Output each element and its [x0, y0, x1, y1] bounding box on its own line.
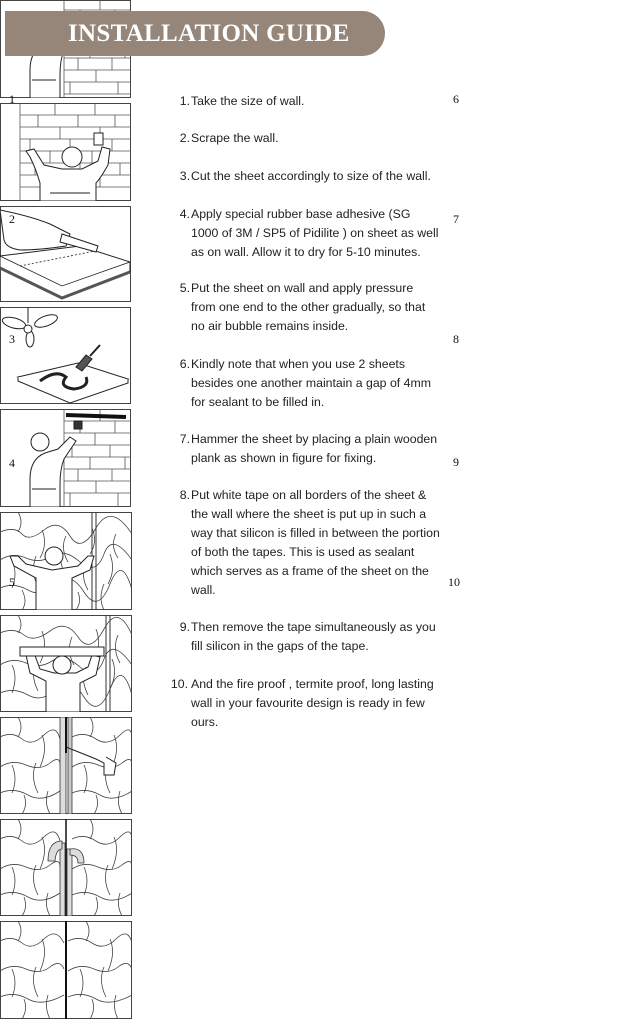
- step-text: Then remove the tape simultaneously as you fill silicon in the gaps of the tape.: [191, 620, 436, 653]
- taping-borders-illustration: [0, 717, 132, 814]
- figure-2: [0, 103, 623, 226]
- step-text: Cut the sheet accordingly to size of the wall.: [191, 169, 431, 183]
- step-item: [172, 129, 440, 148]
- removing-tape-illustration: [0, 819, 132, 916]
- step-item: [172, 92, 440, 111]
- cutting-sheet-illustration: [0, 206, 131, 302]
- step-number: 10.: [170, 677, 188, 691]
- step-number: 3.: [179, 169, 190, 183]
- figure-number: 10: [448, 575, 460, 589]
- scraping-wall-illustration: [0, 103, 131, 201]
- step-number: 7.: [179, 432, 190, 446]
- step-text: Kindly note that when you use 2 sheets besides one another maintain a gap of 4mm for sealant to be filled in.: [191, 357, 431, 409]
- step-number: 6.: [179, 357, 190, 371]
- figure-number: 8: [453, 332, 459, 346]
- hammering-sheet-illustration: [0, 615, 132, 712]
- step-item: [172, 355, 440, 412]
- step-text: Hammer the sheet by placing a plain wooden plank as shown in figure for fixing.: [191, 432, 438, 465]
- figure-number: 2: [9, 212, 15, 226]
- figure-number: 1: [9, 92, 15, 106]
- step-number: 8.: [179, 488, 190, 502]
- figure-number: 7: [453, 212, 459, 226]
- step-item: [172, 675, 440, 732]
- step-item: [172, 205, 440, 262]
- applying-adhesive-wall-illustration: [0, 409, 131, 507]
- step-number: 2.: [179, 131, 190, 145]
- step-item: [172, 279, 440, 336]
- finished-wall-illustration: [0, 921, 132, 1019]
- step-text: Take the size of wall.: [191, 94, 305, 108]
- title-banner: [5, 11, 385, 56]
- applying-adhesive-illustration: [0, 307, 131, 404]
- step-text: Put white tape on all borders of the sheet & the wall where the sheet is put up in such a way that silicon is filled in between the portion of both the tapes. This is used as sealant which serves as a frame of the sheet on the wall.: [191, 488, 440, 597]
- step-text: Apply special rubber base adhesive (SG 1000 of 3M / SP5 of Pidilite ) on sheet as well as on wall. Allow it to dry for 5-10 minutes.: [191, 207, 439, 259]
- step-number: 9.: [179, 620, 190, 634]
- step-item: [172, 618, 440, 656]
- step-text: And the fire proof , termite proof, long lasting wall in your favourite design is ready in few ours.: [191, 677, 434, 729]
- page-title: INSTALLATION GUIDE: [68, 20, 350, 47]
- step-text: Put the sheet on wall and apply pressure from one end to the other gradually, so that no air bubble remains inside.: [191, 281, 426, 333]
- figure-number: 5: [9, 575, 15, 589]
- figure-number: 6: [453, 92, 459, 106]
- step-item: [172, 167, 440, 186]
- step-number: 1.: [179, 94, 190, 108]
- step-item: [172, 486, 440, 600]
- figure-number: 9: [453, 455, 459, 469]
- figure-number: 3: [9, 332, 15, 346]
- step-item: [172, 430, 440, 468]
- step-text: Scrape the wall.: [191, 131, 279, 145]
- pressing-sheet-illustration: [0, 512, 132, 610]
- figure-number: 4: [9, 456, 15, 470]
- step-number: 5.: [179, 281, 190, 295]
- step-number: 4.: [179, 207, 190, 221]
